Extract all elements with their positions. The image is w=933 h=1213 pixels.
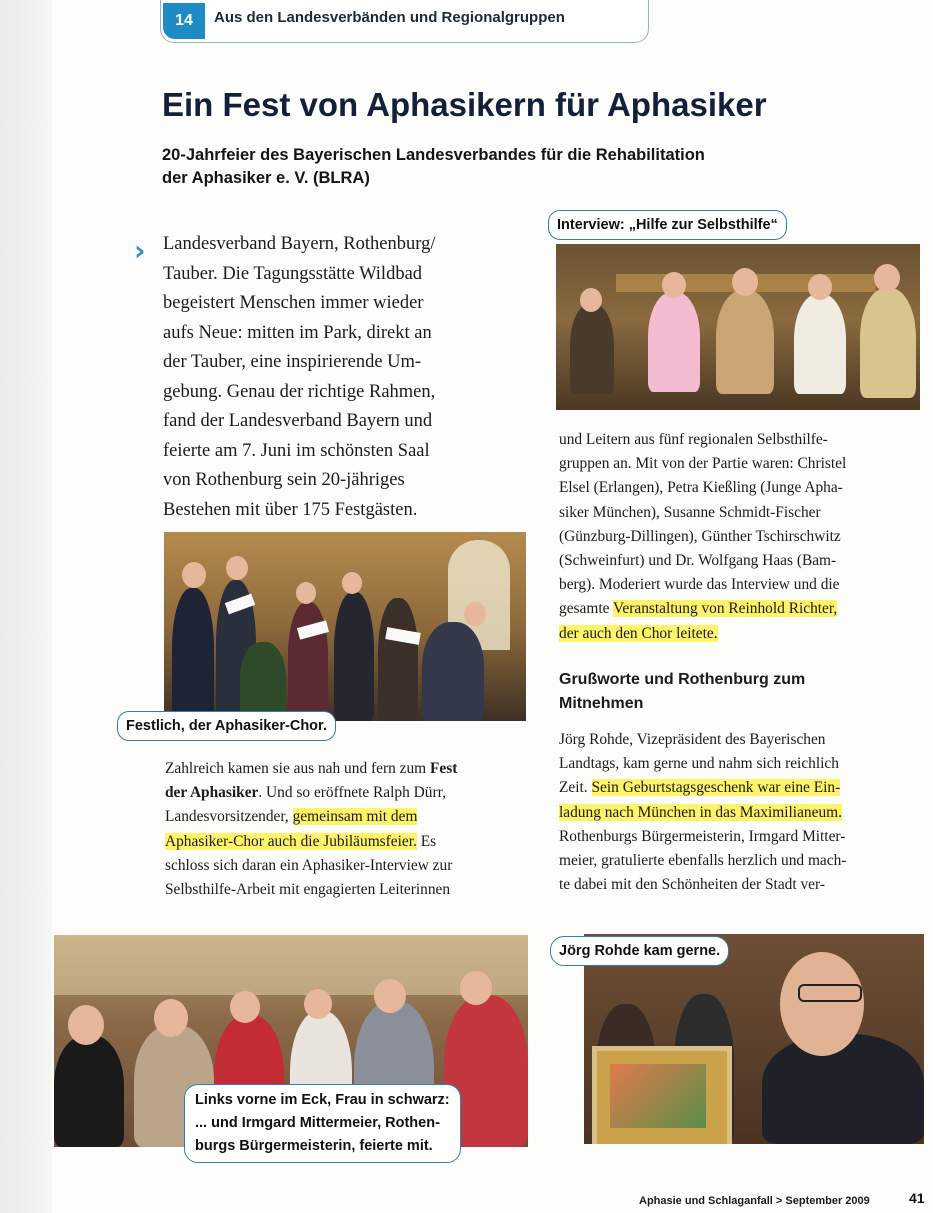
highlighted-text: Sein Geburtstagsgeschenk war eine Ein- xyxy=(591,779,841,797)
section-title: Aus den Landesverbänden und Regionalgruppen xyxy=(214,9,565,26)
text-line: Aphasiker-Chor auch die Jubiläumsfeier. Es xyxy=(165,832,437,850)
chevron-right-icon: › xyxy=(134,234,146,267)
text-line: siker München), Susanne Schmidt-Fischer xyxy=(559,503,821,521)
subheading xyxy=(559,668,909,716)
highlighted-text: Aphasiker-Chor auch die Jubiläumsfeier. xyxy=(165,832,417,850)
caption-line: Links vorne im Eck, Frau in schwarz: xyxy=(195,1092,450,1108)
lead-line: fand der Landesverband Bayern und xyxy=(163,411,433,431)
text-line: Zahlreich kamen sie aus nah und fern zum Fest xyxy=(165,760,458,777)
article-title: Ein Fest von Aphasikern für Aphasiker xyxy=(162,86,767,123)
subheading-line: Grußworte und Rothenburg zum xyxy=(559,671,806,688)
text-line: und Leitern aus fünf regionalen Selbsthilfe- xyxy=(559,431,828,448)
article-subtitle xyxy=(162,144,822,190)
lead-line: begeistert Menschen immer wieder xyxy=(163,293,424,313)
lead-paragraph xyxy=(163,230,515,525)
text-line: gruppen an. Mit von der Partie waren: Christel xyxy=(559,455,847,473)
lead-line: Tauber. Die Tagungsstätte Wildbad xyxy=(163,263,423,284)
text-line: (Schweinfurt) und Dr. Wolfgang Haas (Bam- xyxy=(559,552,837,570)
caption-rohde: Jörg Rohde kam gerne. xyxy=(550,936,729,966)
page-edge-shadow xyxy=(0,0,52,1213)
text-line: Landtags, kam gerne und nahm sich reichlich xyxy=(559,755,839,773)
caption-line: ... und Irmgard Mittermeier, Rothen- xyxy=(195,1115,440,1131)
text-line: gesamte Veranstaltung von Reinhold Richter, xyxy=(559,600,838,618)
lead-line: von Rothenburg sein 20-jähriges xyxy=(163,470,405,490)
lead-line: Bestehen mit über 175 Festgästen. xyxy=(163,499,418,520)
subheading-line: Mitnehmen xyxy=(559,695,644,712)
caption-audience xyxy=(184,1084,461,1163)
lead-line: gebung. Genau der richtige Rahmen, xyxy=(163,381,436,402)
caption-choir: Festlich, der Aphasiker-Chor. xyxy=(117,711,336,741)
lead-line: der Tauber, eine inspirierende Um- xyxy=(163,352,422,372)
text-line: Elsel (Erlangen), Petra Kießling (Junge Apha- xyxy=(559,479,843,497)
highlighted-text: der auch den Chor leitete. xyxy=(559,624,718,642)
text-line xyxy=(559,801,923,825)
caption-line: burgs Bürgermeisterin, feierte mit. xyxy=(195,1138,433,1154)
text-line: der Aphasiker. Und so eröffnete Ralph Dürr, xyxy=(165,784,446,802)
caption-interview: Interview: „Hilfe zur Selbsthilfe“ xyxy=(548,210,787,240)
interview-photo xyxy=(556,244,920,410)
text-line: meier, gratulierte ebenfalls herzlich und mach- xyxy=(559,852,847,870)
highlighted-text: ladung nach München in das Maximilianeum. xyxy=(559,803,842,821)
lead-line: aufs Neue: mitten im Park, direkt an xyxy=(163,322,432,343)
lead-line: feierte am 7. Juni im schönsten Saal xyxy=(163,440,430,461)
highlighted-text: gemeinsam mit dem xyxy=(292,808,418,826)
text-line: Selbsthilfe-Arbeit mit engagierten Leiterinnen xyxy=(165,881,451,899)
body-column-3 xyxy=(559,728,923,897)
text-line: Landesvorsitzender, gemeinsam mit dem xyxy=(165,808,418,826)
text-line: Jörg Rohde, Vizepräsident des Bayerischen xyxy=(559,731,826,748)
body-column-1 xyxy=(165,757,527,902)
text-line: berg). Moderiert wurde das Interview und die xyxy=(559,576,840,594)
text-line: te dabei mit den Schönheiten der Stadt ver- xyxy=(559,876,825,894)
footer-page-number: 41 xyxy=(909,1190,925,1206)
body-column-2 xyxy=(559,428,921,646)
text-line: Zeit. Sein Geburtstagsgeschenk war eine Ein- xyxy=(559,779,841,797)
lead-line: Landesverband Bayern, Rothenburg/ xyxy=(163,234,436,254)
highlighted-text: Veranstaltung von Reinhold Richter, xyxy=(613,600,838,618)
text-line: schloss sich daran ein Aphasiker-Interview zur xyxy=(165,856,453,874)
footer-magazine: Aphasie und Schlaganfall > September 2009 xyxy=(639,1195,870,1207)
subtitle-line: 20-Jahrfeier des Bayerischen Landesverbandes für die Rehabilitation xyxy=(162,146,705,164)
page-number-badge: 14 xyxy=(163,3,205,39)
choir-photo xyxy=(164,532,526,721)
text-line: Rothenburgs Bürgermeisterin, Irmgard Mitter- xyxy=(559,827,846,845)
subtitle-line: der Aphasiker e. V. (BLRA) xyxy=(162,169,370,187)
text-line: (Günzburg-Dillingen), Günther Tschirschwitz xyxy=(559,527,841,545)
text-line xyxy=(559,622,921,646)
